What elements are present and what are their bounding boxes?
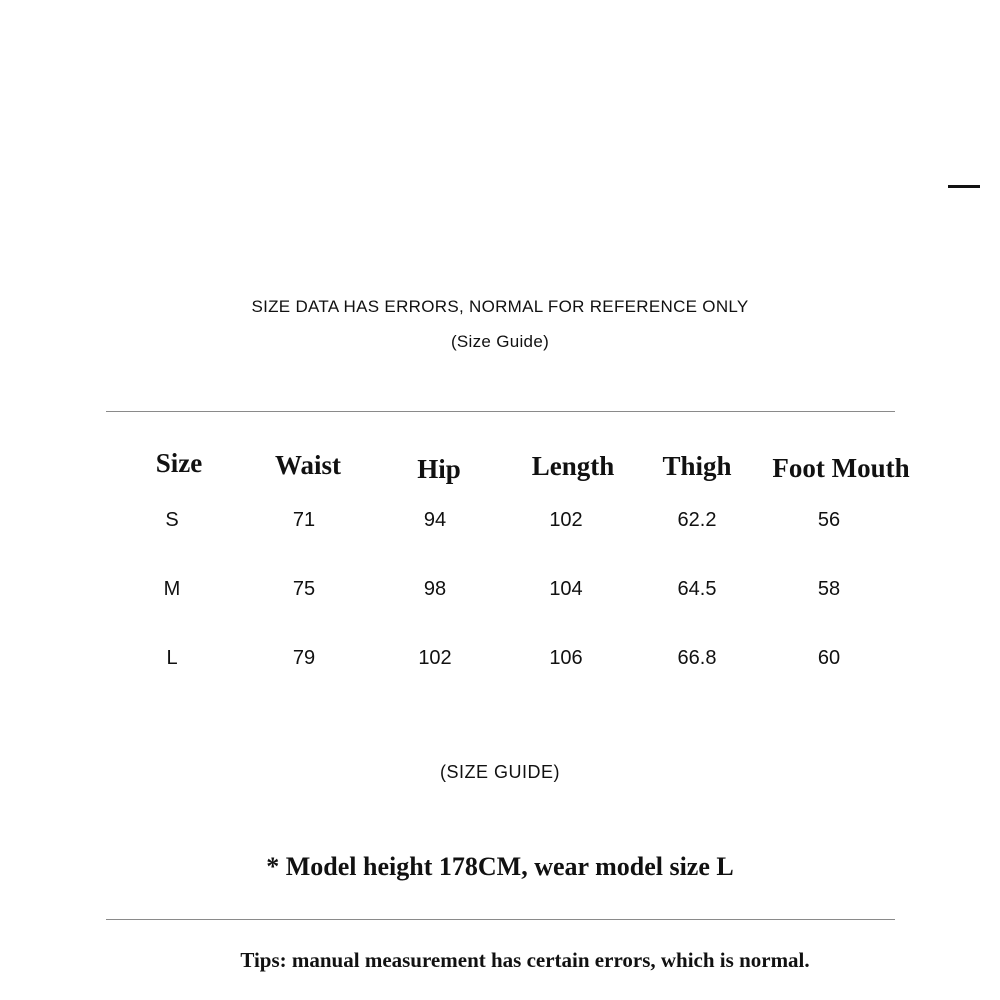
header-size: Size bbox=[155, 448, 203, 478]
cell-foot-mouth: 56 bbox=[817, 509, 841, 531]
model-height-note: * Model height 178CM, wear model size L bbox=[266, 852, 734, 881]
cell-length: 106 bbox=[549, 647, 583, 669]
bottom-divider bbox=[106, 919, 895, 920]
cell-thigh: 64.5 bbox=[677, 578, 717, 600]
size-guide-caption: (SIZE GUIDE) bbox=[439, 762, 560, 782]
top-divider bbox=[106, 411, 895, 412]
cell-length: 102 bbox=[549, 509, 583, 531]
cell-foot-mouth: 58 bbox=[817, 578, 841, 600]
header-thigh: Thigh bbox=[662, 451, 732, 481]
cell-hip: 102 bbox=[418, 647, 452, 669]
cell-thigh: 62.2 bbox=[677, 509, 717, 531]
cell-waist: 79 bbox=[292, 647, 316, 669]
cell-length: 104 bbox=[549, 578, 583, 600]
cell-hip: 94 bbox=[423, 509, 447, 531]
header-foot-mouth: Foot Mouth bbox=[772, 453, 910, 483]
header-length: Length bbox=[531, 451, 615, 481]
cell-hip: 98 bbox=[423, 578, 447, 600]
cell-thigh: 66.8 bbox=[677, 647, 717, 669]
header-hip: Hip bbox=[417, 454, 461, 484]
cell-size: S bbox=[165, 509, 179, 531]
size-guide-subtitle: (Size Guide) bbox=[450, 332, 550, 351]
cell-size: L bbox=[166, 647, 178, 669]
cell-waist: 71 bbox=[292, 509, 316, 531]
header-waist: Waist bbox=[274, 450, 342, 480]
tips-note: Tips: manual measurement has certain errors, which is normal. bbox=[240, 948, 810, 972]
size-notice: SIZE DATA HAS ERRORS, NORMAL FOR REFERENCE ONLY bbox=[251, 297, 749, 316]
dash-mark bbox=[948, 185, 980, 188]
cell-foot-mouth: 60 bbox=[817, 647, 841, 669]
cell-size: M bbox=[163, 578, 181, 600]
cell-waist: 75 bbox=[292, 578, 316, 600]
